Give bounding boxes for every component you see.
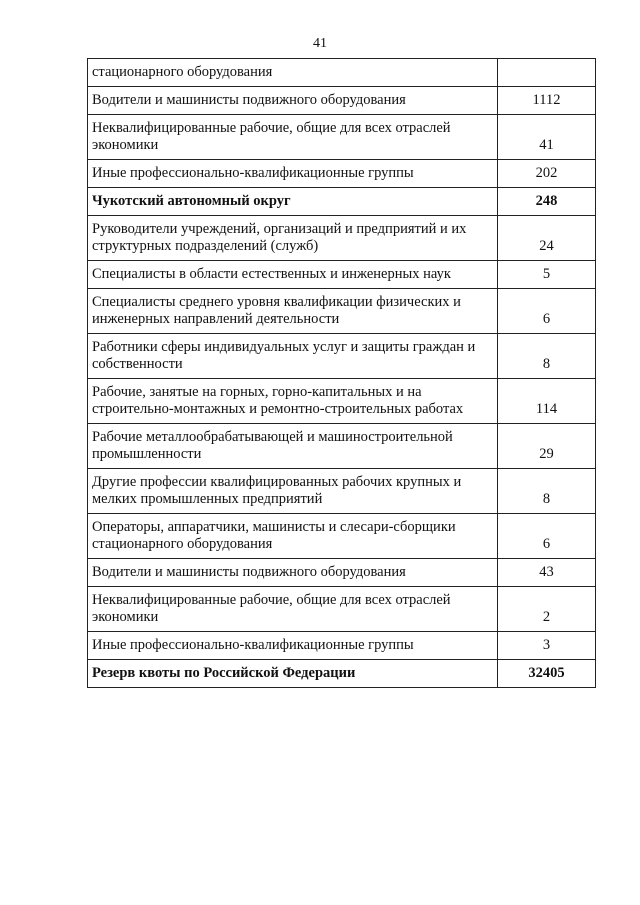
occupation-group-cell: Иные профессионально-квалификационные группы — [88, 160, 498, 188]
quota-value-cell: 114 — [498, 379, 596, 424]
quota-value-cell: 202 — [498, 160, 596, 188]
quota-value-cell: 29 — [498, 424, 596, 469]
occupation-group-cell: Руководители учреждений, организаций и предприятий и их структурных подразделений (служб) — [88, 216, 498, 261]
region-name-cell: Чукотский автономный округ — [88, 188, 498, 216]
table-row — [88, 160, 596, 188]
quota-value-cell: 6 — [498, 514, 596, 559]
quota-value-cell: 3 — [498, 632, 596, 660]
quota-value-cell: 41 — [498, 115, 596, 160]
quota-value-cell: 8 — [498, 469, 596, 514]
federal-reserve-value-cell: 32405 — [498, 660, 596, 688]
quota-value-cell — [498, 59, 596, 87]
table-row — [88, 216, 596, 261]
occupation-group-cell: Работники сферы индивидуальных услуг и защиты граждан и собственности — [88, 334, 498, 379]
quota-value-cell: 24 — [498, 216, 596, 261]
table-row — [88, 469, 596, 514]
occupation-group-cell: Специалисты в области естественных и инженерных наук — [88, 261, 498, 289]
quota-value-cell: 43 — [498, 559, 596, 587]
quota-table-body — [88, 59, 596, 688]
table-row — [88, 587, 596, 632]
quota-value-cell: 5 — [498, 261, 596, 289]
occupation-group-cell: Водители и машинисты подвижного оборудования — [88, 559, 498, 587]
table-row — [88, 559, 596, 587]
region-total-value-cell: 248 — [498, 188, 596, 216]
table-row — [88, 59, 596, 87]
occupation-group-cell: Другие профессии квалифицированных рабочих крупных и мелких промышленных предприятий — [88, 469, 498, 514]
federal-reserve-row — [88, 660, 596, 688]
page-number: 41 — [313, 36, 327, 51]
table-row — [88, 514, 596, 559]
table-row — [88, 289, 596, 334]
table-row — [88, 632, 596, 660]
table-row — [88, 424, 596, 469]
occupation-group-cell: Операторы, аппаратчики, машинисты и слесари-сборщики стационарного оборудования — [88, 514, 498, 559]
table-row — [88, 261, 596, 289]
region-total-row — [88, 188, 596, 216]
federal-reserve-label-cell: Резерв квоты по Российской Федерации — [88, 660, 498, 688]
occupation-group-cell: Иные профессионально-квалификационные группы — [88, 632, 498, 660]
quota-value-cell: 6 — [498, 289, 596, 334]
occupation-group-cell: стационарного оборудования — [88, 59, 498, 87]
table-row — [88, 87, 596, 115]
occupation-group-cell: Неквалифицированные рабочие, общие для всех отраслей экономики — [88, 587, 498, 632]
quota-table — [87, 58, 596, 688]
occupation-group-cell: Неквалифицированные рабочие, общие для всех отраслей экономики — [88, 115, 498, 160]
occupation-group-cell: Специалисты среднего уровня квалификации физических и инженерных направлений деятельности — [88, 289, 498, 334]
table-row — [88, 115, 596, 160]
occupation-group-cell: Водители и машинисты подвижного оборудования — [88, 87, 498, 115]
table-row — [88, 379, 596, 424]
occupation-group-cell: Рабочие, занятые на горных, горно-капитальных и на строительно-монтажных и ремонтно-строительных работах — [88, 379, 498, 424]
occupation-group-cell: Рабочие металлообрабатывающей и машиностроительной промышленности — [88, 424, 498, 469]
table-row — [88, 334, 596, 379]
quota-value-cell: 2 — [498, 587, 596, 632]
quota-value-cell: 1112 — [498, 87, 596, 115]
quota-value-cell: 8 — [498, 334, 596, 379]
